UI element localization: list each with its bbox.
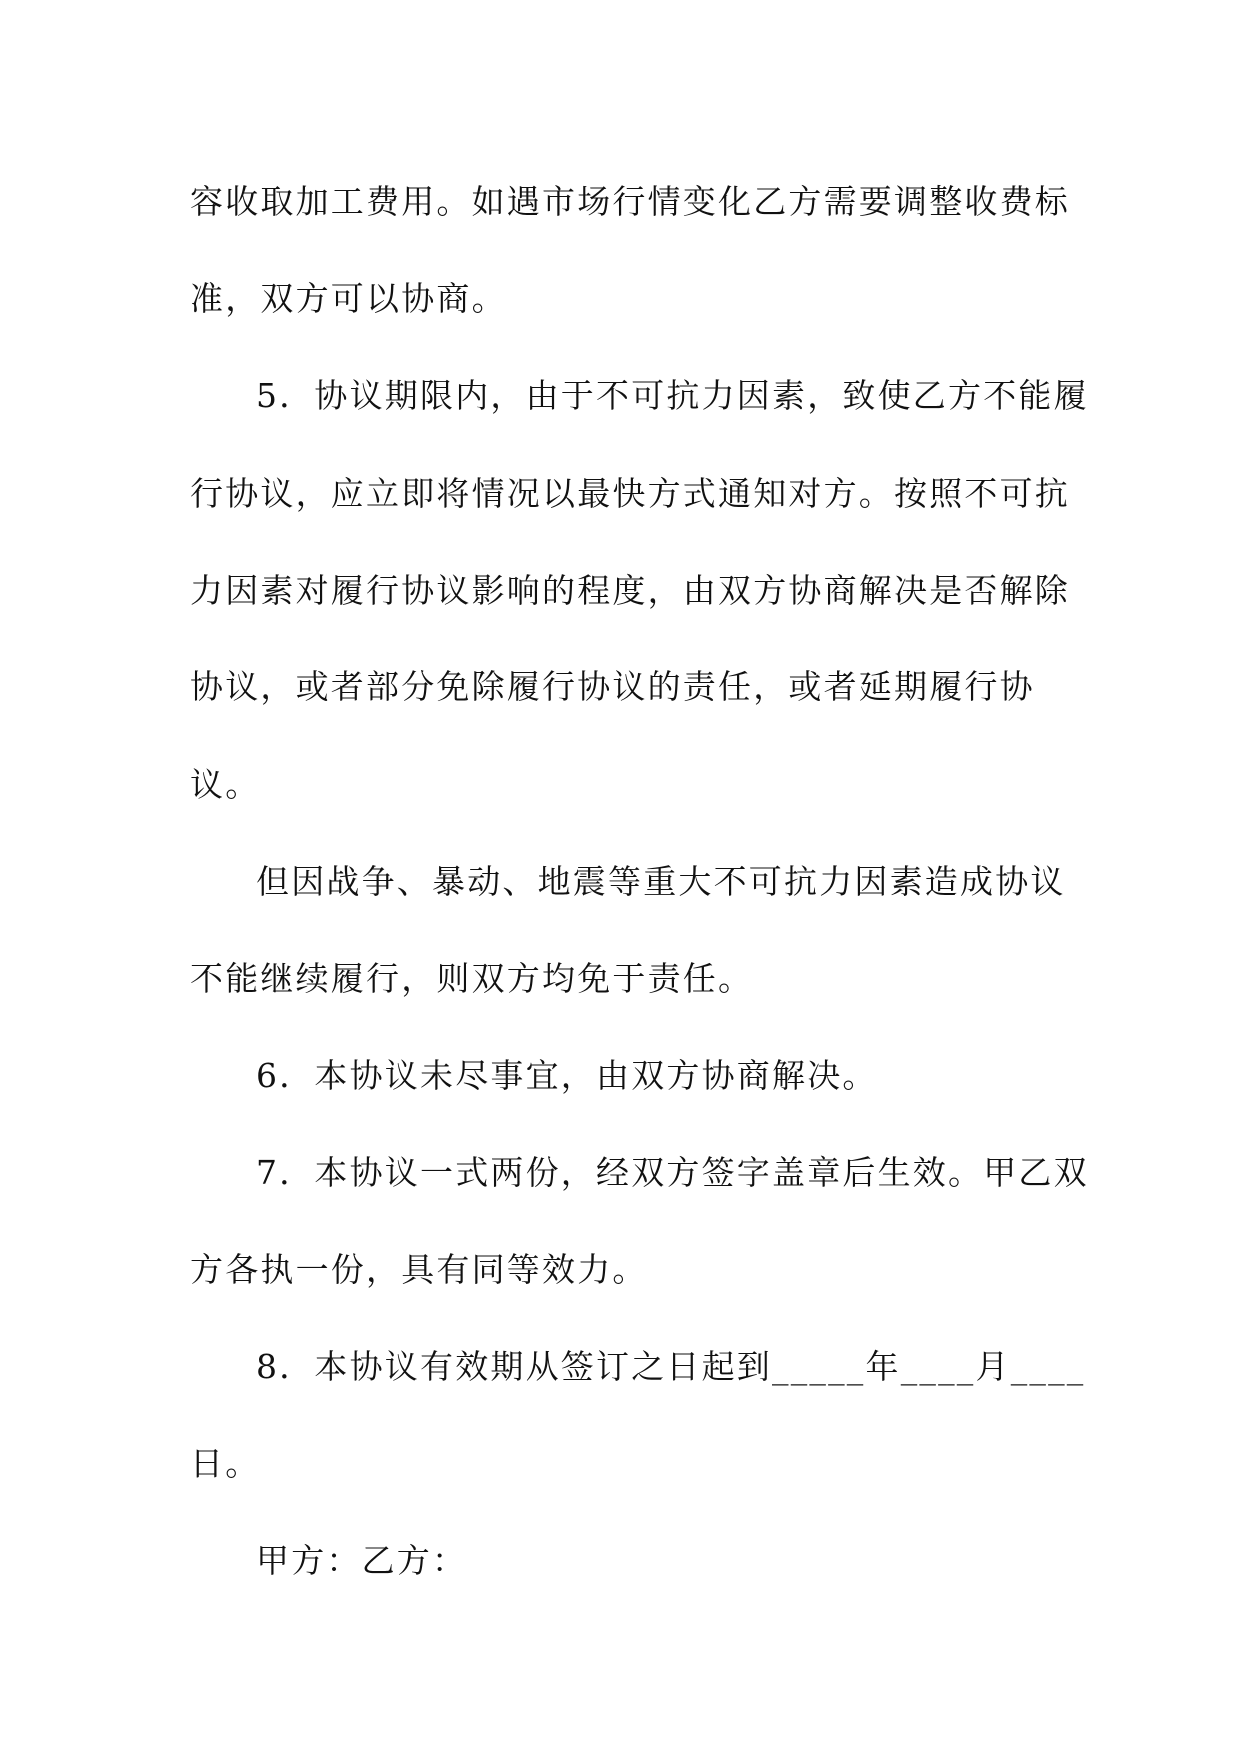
text-line: 日。 [190, 1444, 261, 1483]
text-line: 行协议，应立即将情况以最快方式通知对方。按照不可抗 [190, 474, 1070, 513]
force-majeure-line: 但因战争、暴动、地震等重大不可抗力因素造成协议 [256, 862, 1066, 901]
clause-5-line: 5．协议期限内，由于不可抗力因素，致使乙方不能履 [256, 376, 1089, 415]
text-line: 方各执一份，具有同等效力。 [190, 1250, 648, 1289]
text-line: 准，双方可以协商。 [190, 279, 507, 318]
text-line: 力因素对履行协议影响的程度，由双方协商解决是否解除 [190, 571, 1070, 610]
text-line: 协议，或者部分免除履行协议的责任，或者延期履行协 [190, 667, 1035, 706]
text-line: 容收取加工费用。如遇市场行情变化乙方需要调整收费标 [190, 182, 1070, 221]
clause-6-line: 6．本协议未尽事宜，由双方协商解决。 [256, 1056, 878, 1095]
clause-7-line: 7．本协议一式两份，经双方签字盖章后生效。甲乙双 [256, 1153, 1089, 1192]
signature-line: 甲方：乙方： [256, 1541, 468, 1580]
text-line: 议。 [190, 765, 261, 804]
clause-8-line: 8．本协议有效期从签订之日起到_____年____月____ [256, 1347, 1086, 1386]
text-line: 不能继续履行，则双方均免于责任。 [190, 959, 754, 998]
